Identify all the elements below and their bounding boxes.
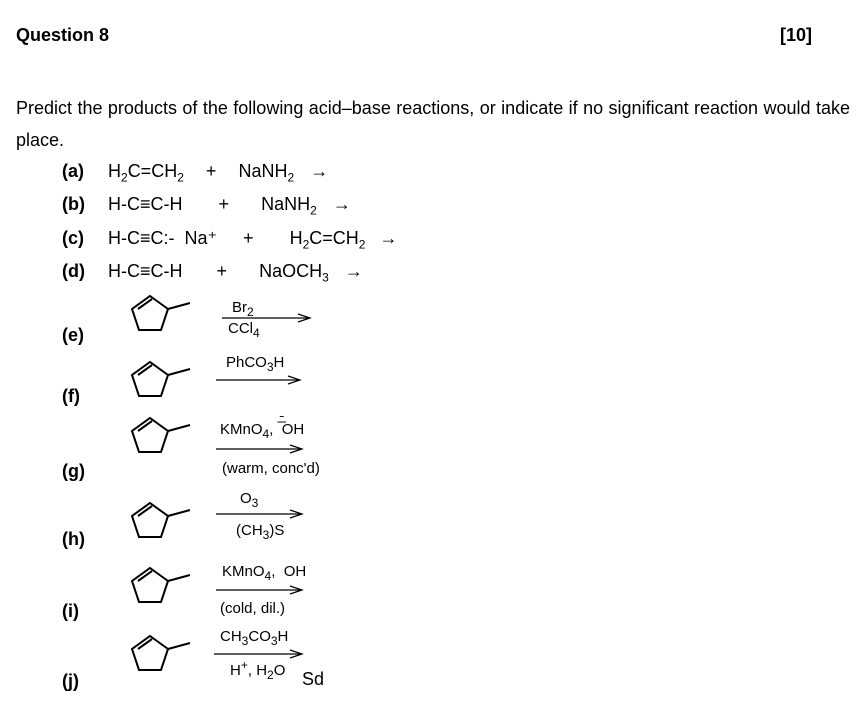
reagent-above-i: KMnO$_4$, OH bbox=[222, 563, 307, 583]
methylcyclopentene-structure-g bbox=[128, 410, 200, 466]
reaction-d-reactant-2: NaOCH$_3$ bbox=[259, 261, 329, 285]
reaction-d-arrow: → bbox=[344, 261, 363, 281]
reaction-arrow-f bbox=[216, 374, 304, 386]
reaction-label-e: (e) bbox=[62, 325, 84, 345]
reaction-c-reactant-1: H-C≡C:- Na⁺ bbox=[108, 228, 218, 248]
stray-text: Sd bbox=[302, 669, 325, 689]
methylcyclopentene-structure-j bbox=[128, 628, 200, 684]
methylcyclopentene-structure-h bbox=[128, 495, 200, 551]
methylcyclopentene-structure-e bbox=[128, 288, 200, 344]
reagent-above-e: $Br_2$ bbox=[232, 299, 254, 319]
reaction-arrow-j bbox=[214, 648, 306, 660]
reagent-above-g: KMnO$_4$, OH bbox=[220, 421, 305, 441]
reaction-label-j: (j) bbox=[62, 671, 79, 691]
reaction-b-plus: + bbox=[218, 194, 230, 214]
reaction-b-reactant-2: NaNH$_2$ bbox=[261, 194, 317, 218]
reaction-label-b: (b) bbox=[62, 194, 85, 214]
reaction-d bbox=[108, 261, 363, 285]
reaction-a bbox=[108, 161, 329, 185]
reaction-b-reactant-1: H-C≡C-H bbox=[108, 194, 183, 214]
reaction-c-reactant-2: $H_2C=CH_2$ bbox=[289, 228, 366, 252]
reaction-arrow-h bbox=[216, 508, 306, 520]
reaction-c bbox=[108, 228, 398, 252]
reagent-below-h: $(CH_3)S$ bbox=[236, 522, 285, 542]
reaction-c-plus: + bbox=[243, 228, 254, 248]
reagent-below-g: (warm, conc'd) bbox=[222, 460, 320, 477]
reaction-label-c: (c) bbox=[62, 228, 84, 248]
reagent-below-e: CCl$_4$ bbox=[228, 320, 260, 340]
question-prompt: Predict the products of the following acid–base reactions, or indicate if no significant reaction would take place. bbox=[16, 98, 850, 150]
reaction-label-f: (f) bbox=[62, 386, 80, 406]
reaction-c-arrow: → bbox=[379, 228, 398, 248]
reagent-above-h: $O_3$ bbox=[240, 490, 259, 510]
reaction-label-h: (h) bbox=[62, 529, 85, 549]
reagent-above-f: PhCO$_3$H bbox=[226, 354, 285, 374]
reaction-b-arrow: → bbox=[332, 194, 351, 214]
reagent-below-i: (cold, dil.) bbox=[220, 600, 286, 617]
reaction-label-i: (i) bbox=[62, 601, 79, 621]
reaction-a-plus: + bbox=[205, 161, 217, 181]
reaction-label-g: (g) bbox=[62, 461, 85, 481]
reaction-a-arrow: → bbox=[310, 161, 329, 181]
reagent-below-j: H+, $H_2O$ bbox=[230, 658, 286, 682]
question-title: Question 8 bbox=[16, 25, 110, 45]
reaction-b bbox=[108, 194, 351, 218]
reagent-above-j: $CH_3CO_3H$ bbox=[220, 628, 289, 648]
methylcyclopentene-structure-f bbox=[128, 354, 200, 410]
reaction-label-a: (a) bbox=[62, 161, 84, 181]
reaction-arrow-g bbox=[216, 443, 306, 455]
methylcyclopentene-structure-i bbox=[128, 560, 200, 616]
reaction-a-reactant-2: NaNH$_2$ bbox=[238, 161, 295, 185]
reaction-arrow-i bbox=[216, 584, 306, 596]
reaction-a-reactant-1: $H_2C=CH_2$ bbox=[108, 161, 184, 185]
question-marks: [10] bbox=[779, 25, 812, 45]
reaction-d-reactant-1: H-C≡C-H bbox=[108, 261, 183, 281]
reaction-d-plus: + bbox=[216, 261, 228, 281]
reaction-label-d: (d) bbox=[62, 261, 85, 281]
